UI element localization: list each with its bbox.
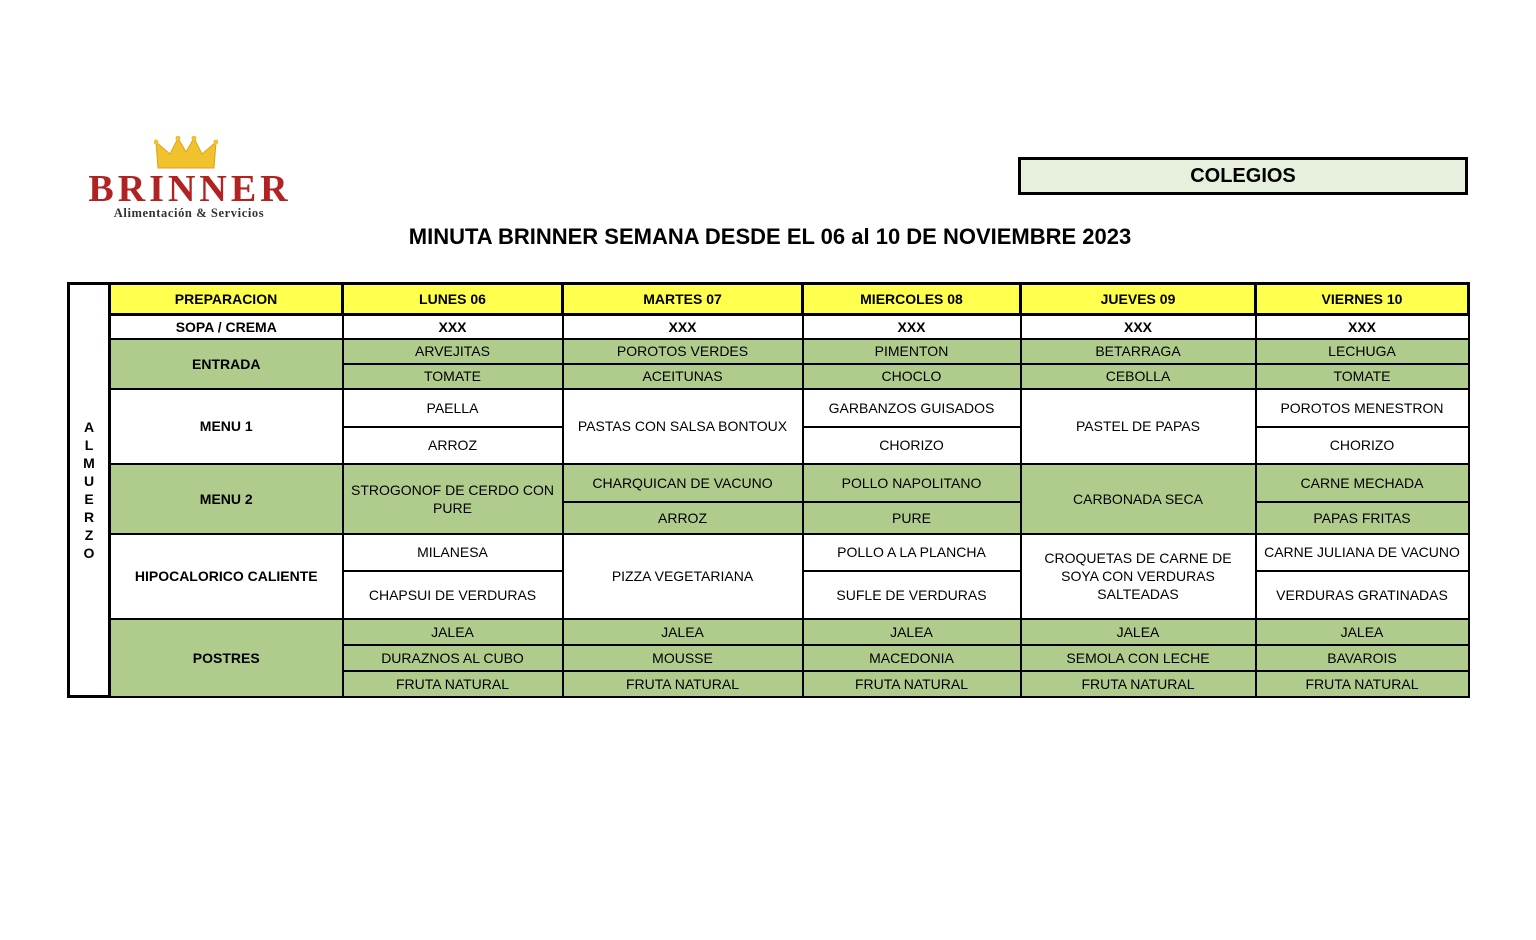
row-label: ENTRADA: [110, 339, 343, 389]
cell: SEMOLA CON LECHE: [1021, 645, 1256, 671]
cell: PIMENTON: [803, 339, 1021, 364]
header-martes: MARTES 07: [563, 284, 803, 315]
cell: XXX: [343, 315, 563, 339]
cell: STROGONOF DE CERDO CON PURE: [343, 464, 563, 534]
header-miercoles: MIERCOLES 08: [803, 284, 1021, 315]
cell: CARNE MECHADA: [1256, 464, 1469, 502]
header-viernes: VIERNES 10: [1256, 284, 1469, 315]
logo-brand: BRINNER: [88, 168, 292, 210]
cell: GARBANZOS GUISADOS: [803, 389, 1021, 427]
header-row: [69, 284, 1469, 315]
cell: PAPAS FRITAS: [1256, 502, 1469, 534]
sopa-row: [69, 315, 1469, 339]
cell: XXX: [1256, 315, 1469, 339]
row-label: SOPA / CREMA: [110, 315, 343, 339]
side-letter: R: [83, 509, 95, 525]
cell: BETARRAGA: [1021, 339, 1256, 364]
cell: PURE: [803, 502, 1021, 534]
cell: FRUTA NATURAL: [343, 671, 563, 697]
cell: PIZZA VEGETARIANA: [563, 534, 803, 619]
cell: BAVAROIS: [1256, 645, 1469, 671]
cell: CHORIZO: [1256, 427, 1469, 464]
cell: FRUTA NATURAL: [803, 671, 1021, 697]
cell: ACEITUNAS: [563, 364, 803, 389]
cell: XXX: [563, 315, 803, 339]
cell: FRUTA NATURAL: [1256, 671, 1469, 697]
cell: POLLO NAPOLITANO: [803, 464, 1021, 502]
cell: CHORIZO: [803, 427, 1021, 464]
cell: CHARQUICAN DE VACUNO: [563, 464, 803, 502]
side-letter: L: [84, 437, 94, 453]
cell: JALEA: [1256, 619, 1469, 645]
cell: XXX: [1021, 315, 1256, 339]
cell: ARROZ: [343, 427, 563, 464]
cell: MILANESA: [343, 534, 563, 571]
hipocalorico-row: [69, 534, 1469, 571]
postres-row: [69, 619, 1469, 645]
cell: JALEA: [803, 619, 1021, 645]
cell: JALEA: [343, 619, 563, 645]
brinner-logo: [68, 136, 310, 222]
crown-icon: [154, 136, 218, 170]
cell: CARNE JULIANA DE VACUNO: [1256, 534, 1469, 571]
cell: PASTEL DE PAPAS: [1021, 389, 1256, 464]
side-letter: A: [83, 419, 95, 435]
cell: CHAPSUI DE VERDURAS: [343, 571, 563, 619]
cell: SUFLE DE VERDURAS: [803, 571, 1021, 619]
cell: MACEDONIA: [803, 645, 1021, 671]
cell: TOMATE: [1256, 364, 1469, 389]
cell: DURAZNOS AL CUBO: [343, 645, 563, 671]
row-label: MENU 1: [110, 389, 343, 464]
side-letter: U: [83, 473, 95, 489]
cell: TOMATE: [343, 364, 563, 389]
cell: CHOCLO: [803, 364, 1021, 389]
cell: FRUTA NATURAL: [1021, 671, 1256, 697]
cell: LECHUGA: [1256, 339, 1469, 364]
colegios-badge: COLEGIOS: [1018, 157, 1468, 195]
page-title: MINUTA BRINNER SEMANA DESDE EL 06 al 10 DE NOVIEMBRE 2023: [408, 224, 1132, 249]
cell: XXX: [803, 315, 1021, 339]
cell: CROQUETAS DE CARNE DE SOYA CON VERDURAS SALTEADAS: [1021, 534, 1256, 619]
almuerzo-side-label: [69, 284, 110, 697]
header-jueves: JUEVES 09: [1021, 284, 1256, 315]
side-letter: M: [83, 455, 95, 471]
cell: ARVEJITAS: [343, 339, 563, 364]
menu2-row: [69, 464, 1469, 502]
cell: POROTOS VERDES: [563, 339, 803, 364]
row-label: MENU 2: [110, 464, 343, 534]
cell: PASTAS CON SALSA BONTOUX: [563, 389, 803, 464]
cell: POLLO A LA PLANCHA: [803, 534, 1021, 571]
row-label: HIPOCALORICO CALIENTE: [110, 534, 343, 619]
cell: POROTOS MENESTRON: [1256, 389, 1469, 427]
side-letter: O: [83, 545, 95, 561]
cell: JALEA: [563, 619, 803, 645]
cell: JALEA: [1021, 619, 1256, 645]
cell: CEBOLLA: [1021, 364, 1256, 389]
header-lunes: LUNES 06: [343, 284, 563, 315]
cell: MOUSSE: [563, 645, 803, 671]
cell: PAELLA: [343, 389, 563, 427]
side-letter: E: [84, 491, 94, 507]
menu1-row: [69, 389, 1469, 427]
menu-table: [67, 282, 1470, 698]
header-preparacion: PREPARACION: [110, 284, 343, 315]
side-letter: Z: [84, 527, 94, 543]
logo-tagline: Alimentación & Servicios: [113, 206, 265, 220]
row-label: POSTRES: [110, 619, 343, 697]
cell: CARBONADA SECA: [1021, 464, 1256, 534]
cell: ARROZ: [563, 502, 803, 534]
cell: FRUTA NATURAL: [563, 671, 803, 697]
entrada-row: [69, 339, 1469, 364]
cell: VERDURAS GRATINADAS: [1256, 571, 1469, 619]
